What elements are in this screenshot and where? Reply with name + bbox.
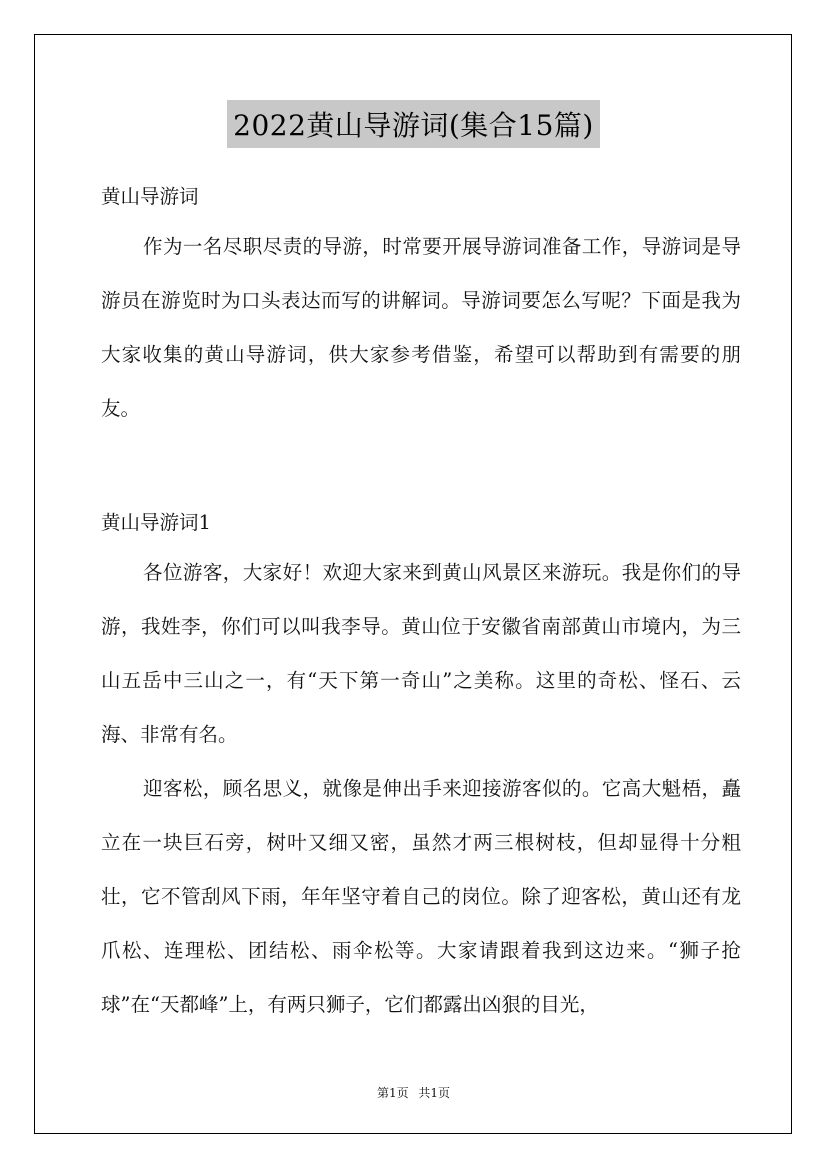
- section-heading-intro: 黄山导游词: [101, 185, 199, 208]
- section-heading-1: 黄山导游词1: [101, 511, 211, 534]
- page-number: 第1页: [376, 1086, 409, 1100]
- page-footer: [0, 1084, 827, 1101]
- title-container: [0, 100, 827, 148]
- section1-paragraph-2: 迎客松，顾名思义，就像是伸出手来迎接游客似的。它高大魁梧，矗立在一块巨石旁，树叶又细又密，虽然才两三根树枝，但却显得十分粗壮，它不管刮风下雨，年年坚守着自己的岗位。除了迎客松，黄山还有龙爪松、连理松、团结松、雨伞松等。大家请跟着我到这边来。“狮子抢球”在“天都峰”上，有两只狮子，它们都露出凶狠的目光，: [101, 777, 741, 1016]
- intro-paragraph: 作为一名尽职尽责的导游，时常要开展导游词准备工作，导游词是导游员在游览时为口头表达而写的讲解词。导游词要怎么写呢？下面是我为大家收集的黄山导游词，供大家参考借鉴，希望可以帮助到有需要的朋友。: [101, 235, 741, 420]
- section1-paragraph-1: 各位游客，大家好！欢迎大家来到黄山风景区来游玩。我是你们的导游，我姓李，你们可以叫我李导。黄山位于安徽省南部黄山市境内，为三山五岳中三山之一，有“天下第一奇山”之美称。这里的奇松、怪石、云海、非常有名。: [101, 561, 741, 746]
- page-total: 共1页: [418, 1086, 451, 1100]
- document-title: 2022黄山导游词(集合15篇): [227, 100, 600, 148]
